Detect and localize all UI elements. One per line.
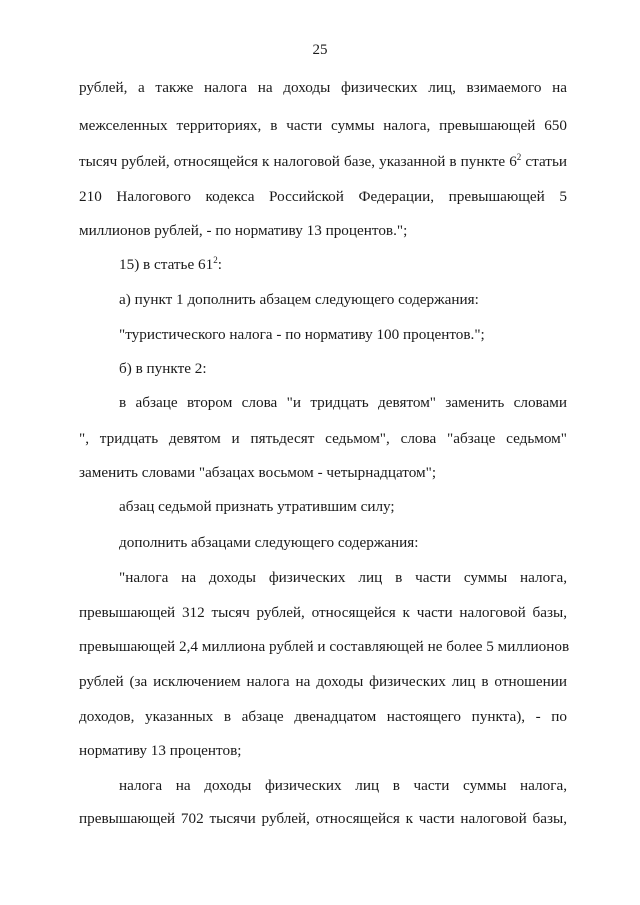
page-number: 25	[312, 42, 328, 58]
paragraph-line: абзац седьмой признать утратившим силу;	[119, 498, 395, 515]
text-line: рублей, а также налога на доходы физических лиц, взимаемого на	[79, 79, 567, 96]
text-line: миллионов рублей, - по нормативу 13 процентов.";	[79, 222, 408, 239]
text-line: ", тридцать девятом и пятьдесят седьмом", слова "абзаце седьмом"	[79, 430, 567, 447]
paragraph-line: в абзаце втором слова "и тридцать девятом" заменить словами	[119, 394, 567, 411]
text-fragment: статьи	[521, 153, 567, 170]
superscript: 2	[516, 152, 522, 162]
text-line: межселенных территориях, в части суммы налога, превышающей 650	[79, 117, 567, 134]
text-fragment: :	[217, 256, 222, 273]
paragraph-line: б) в пункте 2:	[119, 360, 207, 377]
text-line	[79, 153, 567, 171]
superscript: 2	[213, 255, 218, 265]
paragraph-line	[119, 256, 567, 274]
text-line: превышающей 702 тысячи рублей, относящейся к части налоговой базы,	[79, 810, 567, 827]
paragraph-line: налога на доходы физических лиц в части суммы налога,	[119, 777, 567, 794]
text-line: превышающей 2,4 миллиона рублей и составляющей не более 5 миллионов	[79, 638, 570, 655]
paragraph-line: "туристического налога - по нормативу 100 процентов.";	[119, 326, 485, 343]
text-line: 210 Налогового кодекса Российской Федерации, превышающей 5	[79, 188, 567, 205]
paragraph-line: "налога на доходы физических лиц в части суммы налога,	[119, 569, 567, 586]
text-line: превышающей 312 тысяч рублей, относящейся к части налоговой базы,	[79, 604, 567, 621]
text-fragment: 15) в статье 61	[119, 256, 214, 273]
text-line: нормативу 13 процентов;	[79, 742, 242, 759]
text-line: доходов, указанных в абзаце двенадцатом настоящего пункта), - по	[79, 708, 567, 725]
text-line: рублей (за исключением налога на доходы физических лиц в отношении	[79, 673, 567, 690]
paragraph-line: а) пункт 1 дополнить абзацем следующего содержания:	[119, 291, 479, 308]
text-fragment: тысяч рублей, относящейся к налоговой базе, указанной в пункте 6	[79, 153, 517, 170]
text-line: заменить словами "абзацах восьмом - четырнадцатом";	[79, 464, 437, 481]
paragraph-line: дополнить абзацами следующего содержания:	[119, 534, 419, 551]
